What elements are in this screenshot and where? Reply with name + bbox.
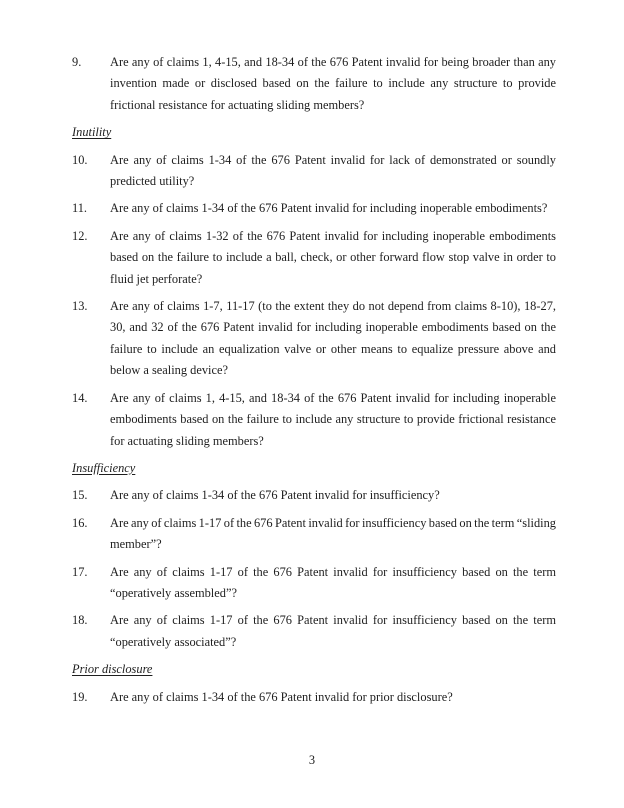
item-number: 10. xyxy=(72,152,88,167)
item-text: Are any of claims 1-34 of the 676 Patent invalid for including inoperable embodiments? xyxy=(110,201,548,216)
item-text: Are any of claims 1-34 of the 676 Patent invalid for lack of demonstrated or soundly predicted utility? xyxy=(110,152,556,189)
item-number: 14. xyxy=(72,390,88,405)
item-number: 13. xyxy=(72,299,88,314)
question-item-16 xyxy=(72,513,556,556)
item-number: 17. xyxy=(72,564,88,579)
section-heading-inutility: Inutility xyxy=(72,125,112,140)
question-item-12 xyxy=(72,226,556,290)
item-number: 9. xyxy=(72,55,82,69)
item-number: 18. xyxy=(72,613,88,628)
section-heading-insufficiency: Insufficiency xyxy=(72,460,136,475)
page-number: 3 xyxy=(308,753,316,767)
item-number: 19. xyxy=(72,689,88,704)
question-item-13 xyxy=(72,296,556,382)
item-text: Are any of claims 1-7, 11-17 (to the extent they do not depend from claims 8-10), 18-27, 30, and 32 of the 676 Patent invalid for including inoperable embodiments based on the failure to include an equalization valve or other means to equalize pressure above and below a sealing device? xyxy=(110,299,556,378)
item-number: 15. xyxy=(72,488,88,503)
document-body xyxy=(72,52,556,714)
item-text: Are any of claims 1-17 of the 676 Patent invalid for insufficiency based on the term “operatively associated”? xyxy=(110,613,556,649)
item-text: Are any of claims 1-17 of the 676 Patent invalid for insufficiency based on the term “operatively assembled”? xyxy=(110,564,556,600)
question-item-11 xyxy=(72,198,556,219)
section-heading-prior-disclosure: Prior disclosure xyxy=(72,662,153,677)
item-text: Are any of claims 1, 4-15, and 18-34 of the 676 Patent invalid for being broader than any invention made or disclosed based on the failure to include any structure to provide frictional resistance for actuating sliding members? xyxy=(110,55,556,112)
question-item-10 xyxy=(72,150,556,193)
item-text: Are any of claims 1-34 of the 676 Patent invalid for insufficiency? xyxy=(110,488,440,503)
question-item-18 xyxy=(72,610,556,653)
item-text: Are any of claims 1, 4-15, and 18-34 of the 676 Patent invalid for including inoperable embodiments based on the failure to include any structure to provide frictional resistance for actuating sliding members? xyxy=(110,390,556,448)
item-number: 12. xyxy=(72,228,88,243)
question-item-19 xyxy=(72,687,556,708)
item-text: Are any of claims 1-32 of the 676 Patent invalid for including inoperable embodiments based on the failure to include a ball, check, or other forward flow stop valve in order to fluid jet perforate? xyxy=(110,228,556,286)
item-text: Are any of claims 1-34 of the 676 Patent invalid for prior disclosure? xyxy=(110,689,453,704)
question-item-15 xyxy=(72,485,556,506)
question-item-17 xyxy=(72,562,556,605)
question-item-9 xyxy=(72,52,556,116)
item-number: 16. xyxy=(72,515,88,530)
item-text: Are any of claims 1-17 of the 676 Patent invalid for insufficiency based on the term “sliding member”? xyxy=(110,515,556,552)
question-item-14 xyxy=(72,388,556,452)
item-number: 11. xyxy=(72,201,88,216)
